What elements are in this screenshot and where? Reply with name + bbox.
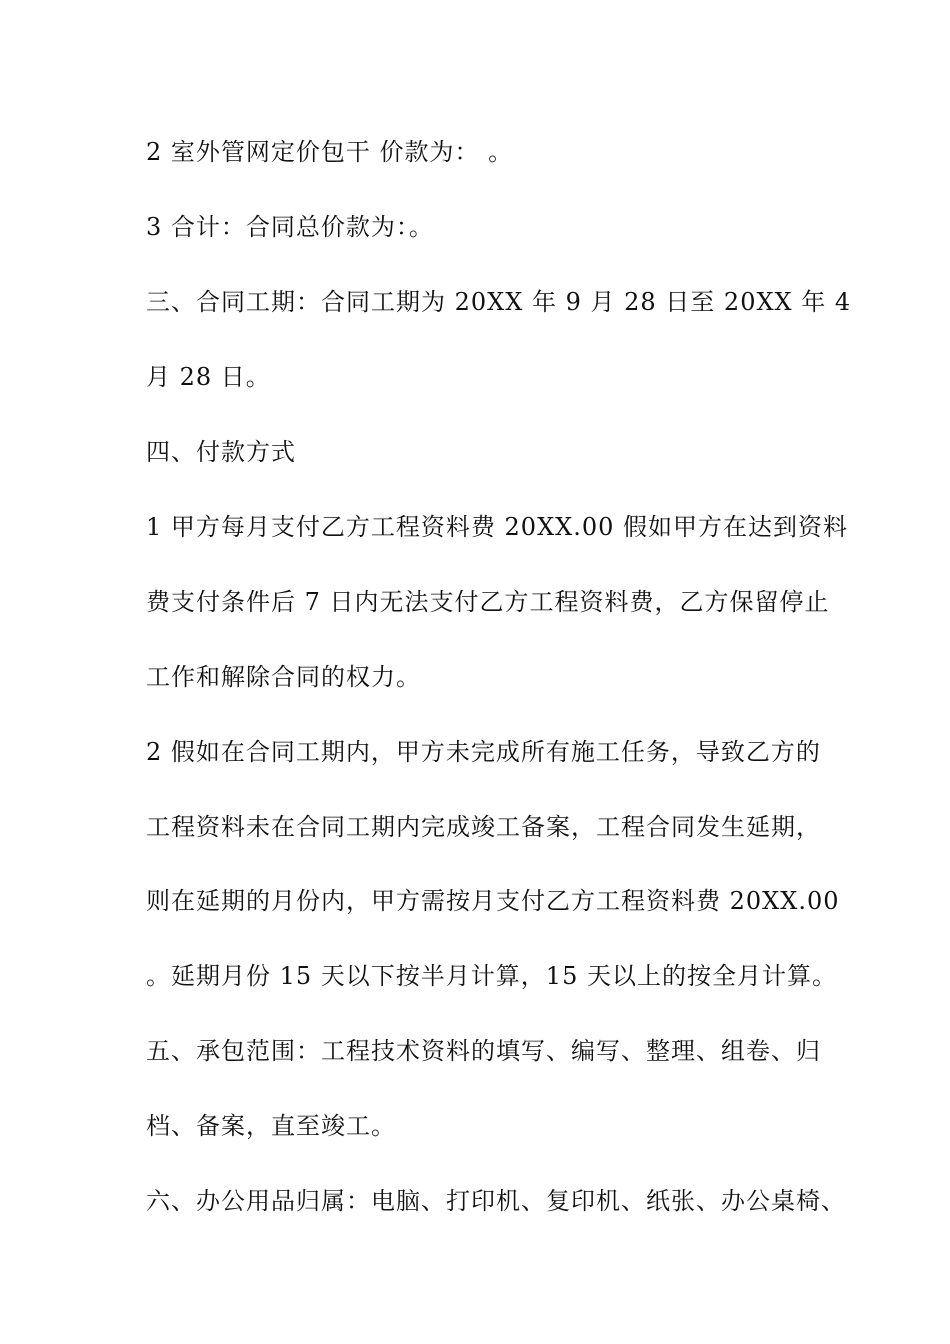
text-line-price-outdoor-pipe: 2 室外管网定价包干 价款为： 。 — [146, 138, 514, 166]
text-line-payment-1c: 工作和解除合同的权力。 — [146, 663, 421, 691]
text-line-payment-2c: 则在延期的月份内，甲方需按月支付乙方工程资料费 20XX.00 — [146, 887, 840, 915]
section-heading-scope: 五、承包范围：工程技术资料的填写、编写、整理、组卷、归 — [146, 1037, 821, 1065]
text-line-payment-2a: 2 假如在合同工期内，甲方未完成所有施工任务，导致乙方的 — [146, 738, 821, 766]
text-line-contract-period-end: 月 28 日。 — [146, 363, 271, 391]
section-heading-payment: 四、付款方式 — [146, 438, 296, 466]
text-line-payment-2b: 工程资料未在合同工期内完成竣工备案，工程合同发生延期， — [146, 813, 821, 841]
section-heading-office-supplies: 六、办公用品归属：电脑、打印机、复印机、纸张、办公桌椅、 — [146, 1187, 846, 1215]
text-line-payment-1a: 1 甲方每月支付乙方工程资料费 20XX.00 假如甲方在达到资料 — [146, 513, 849, 541]
text-line-payment-1b: 费支付条件后 7 日内无法支付乙方工程资料费，乙方保留停止 — [146, 588, 830, 616]
text-line-scope-end: 档、备案，直至竣工。 — [146, 1112, 396, 1140]
text-line-payment-2d: 。延期月份 15 天以下按半月计算，15 天以上的按全月计算。 — [146, 962, 837, 990]
text-line-total-price: 3 合计：合同总价款为：。 — [146, 213, 434, 241]
section-heading-contract-period: 三、合同工期：合同工期为 20XX 年 9 月 28 日至 20XX 年 4 — [146, 288, 852, 316]
